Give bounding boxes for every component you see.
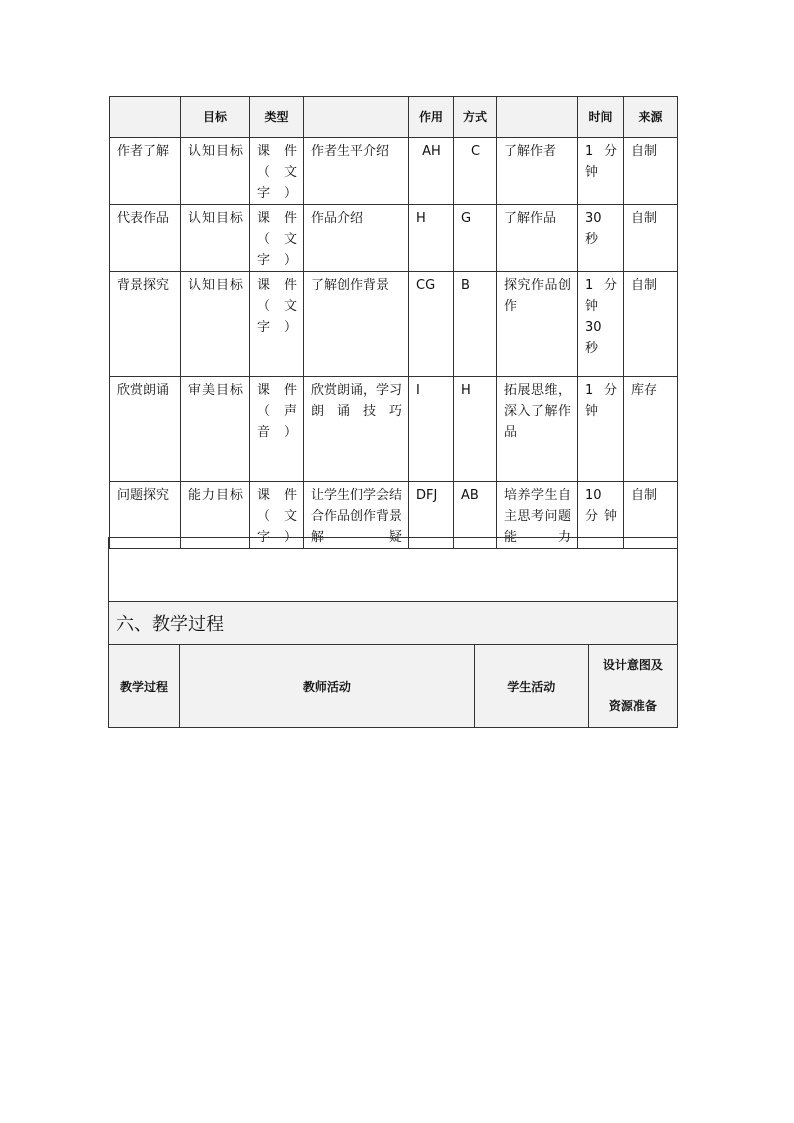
table-cell-item: 代表作品 xyxy=(110,205,181,272)
table-cell-type: 课件（文字） xyxy=(250,138,304,205)
table-cell-function: AH xyxy=(409,138,454,205)
header-cell-type: 类型 xyxy=(250,97,304,138)
teaching-process-table xyxy=(108,537,678,728)
blank-row xyxy=(109,538,678,602)
table-cell-time: 1 分钟 30 秒 xyxy=(578,272,624,377)
table-cell-function: DFJ xyxy=(409,482,454,549)
table-row xyxy=(110,138,678,205)
table-cell-function: I xyxy=(409,377,454,482)
table-cell-item: 作者了解 xyxy=(110,138,181,205)
table-header-row xyxy=(110,97,678,138)
table-cell-type: 课件（文字） xyxy=(250,205,304,272)
header-cell xyxy=(110,97,181,138)
header-teaching-process: 教学过程 xyxy=(109,645,180,728)
header-cell-method: 方式 xyxy=(454,97,497,138)
table-cell-item: 问题探究 xyxy=(110,482,181,549)
table-cell-method: C xyxy=(454,138,497,205)
table-cell-purpose: 探究作品创作 xyxy=(497,272,578,377)
table-cell-source: 自制 xyxy=(624,205,678,272)
table-cell-item: 背景探究 xyxy=(110,272,181,377)
table-cell-goal: 认知目标 xyxy=(181,138,250,205)
table-cell-time: 1 分钟 xyxy=(578,377,624,482)
header-student-activity: 学生活动 xyxy=(474,645,588,728)
table-cell-method: G xyxy=(454,205,497,272)
header-cell-source: 来源 xyxy=(624,97,678,138)
table-cell-source: 自制 xyxy=(624,138,678,205)
table-cell-type: 课件（文字） xyxy=(250,272,304,377)
resource-table xyxy=(109,96,678,549)
section-title: 六、教学过程 xyxy=(109,602,678,645)
process-header-row xyxy=(109,645,678,728)
table-cell-purpose: 培养学生自主思考问题能力 xyxy=(497,482,578,549)
table-cell-type: 课件（文字） xyxy=(250,482,304,549)
table-cell-method: B xyxy=(454,272,497,377)
table-cell-goal: 认知目标 xyxy=(181,272,250,377)
table-row xyxy=(110,205,678,272)
table-cell-purpose: 了解作者 xyxy=(497,138,578,205)
table-cell-source: 库存 xyxy=(624,377,678,482)
table-cell-item: 欣赏朗诵 xyxy=(110,377,181,482)
header-cell xyxy=(304,97,409,138)
table-cell-content: 了解创作背景 xyxy=(304,272,409,377)
table-cell-goal: 审美目标 xyxy=(181,377,250,482)
header-cell-time: 时间 xyxy=(578,97,624,138)
header-cell-goal: 目标 xyxy=(181,97,250,138)
table-cell-time: 30 秒 xyxy=(578,205,624,272)
header-design-intent-line2: 资源准备 xyxy=(608,699,657,713)
table-cell-time: 10 分钟 xyxy=(578,482,624,549)
table-row xyxy=(110,377,678,482)
table-cell-purpose: 拓展思维，深入了解作品 xyxy=(497,377,578,482)
table-cell-goal: 认知目标 xyxy=(181,205,250,272)
table-cell-source: 自制 xyxy=(624,272,678,377)
table-cell-goal: 能力目标 xyxy=(181,482,250,549)
table-cell-content: 作品介绍 xyxy=(304,205,409,272)
blank-cell xyxy=(109,538,678,602)
table-cell-function: H xyxy=(409,205,454,272)
header-teacher-activity: 教师活动 xyxy=(180,645,475,728)
section-row xyxy=(109,602,678,645)
table-row xyxy=(110,272,678,377)
table-cell-content: 欣赏朗诵，学习朗诵技巧 xyxy=(304,377,409,482)
header-cell xyxy=(497,97,578,138)
table-cell-source: 自制 xyxy=(624,482,678,549)
header-cell-function: 作用 xyxy=(409,97,454,138)
table-cell-method: H xyxy=(454,377,497,482)
table-cell-method: AB xyxy=(454,482,497,549)
header-design-intent xyxy=(588,645,677,728)
header-design-intent-line1: 设计意图及 xyxy=(602,658,663,672)
table-cell-content: 作者生平介绍 xyxy=(304,138,409,205)
table-cell-content: 让学生们学会结合作品创作背景解疑 xyxy=(304,482,409,549)
table-cell-purpose: 了解作品 xyxy=(497,205,578,272)
table-cell-function: CG xyxy=(409,272,454,377)
table-cell-time: 1 分钟 xyxy=(578,138,624,205)
table-cell-type: 课件（声音） xyxy=(250,377,304,482)
